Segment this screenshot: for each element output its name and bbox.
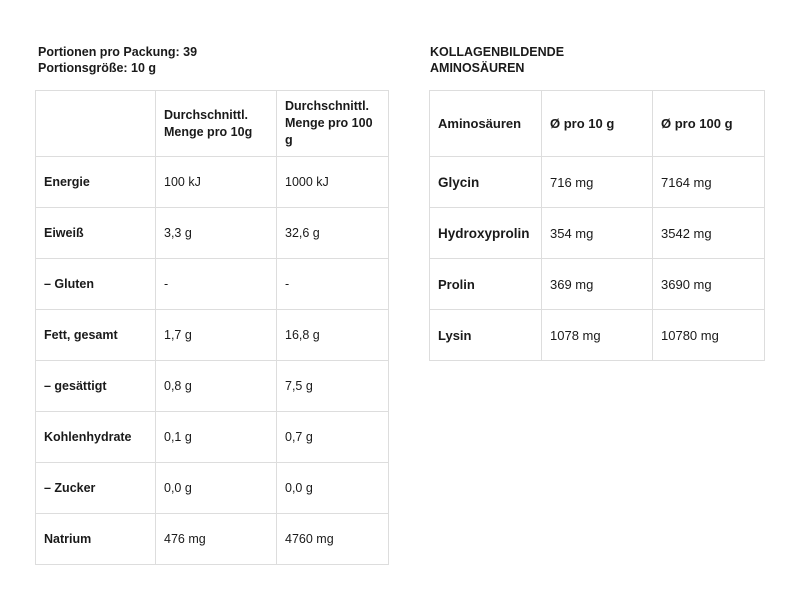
table-row: [36, 259, 389, 310]
nutrient-label: Eiweiß: [36, 208, 156, 259]
table-row: [36, 463, 389, 514]
nutrient-label: Kohlenhydrate: [36, 412, 156, 463]
amino-heading-line1: KOLLAGENBILDENDE: [430, 45, 565, 59]
nutrient-label: – Gluten: [36, 259, 156, 310]
amino-header-name: Aminosäuren: [430, 91, 542, 157]
nutrient-per10: 476 mg: [156, 514, 277, 565]
nutrient-per100: 4760 mg: [277, 514, 389, 565]
amino-per10: 1078 mg: [542, 310, 653, 361]
nutrient-per100: 7,5 g: [277, 361, 389, 412]
table-row: [36, 310, 389, 361]
nutrient-per100: 0,0 g: [277, 463, 389, 514]
table-row: [36, 412, 389, 463]
table-row: [36, 361, 389, 412]
amino-header-per10: Ø pro 10 g: [542, 91, 653, 157]
table-row: [430, 208, 765, 259]
nutrient-per100: 32,6 g: [277, 208, 389, 259]
amino-per100: 7164 mg: [653, 157, 765, 208]
amino-per10: 369 mg: [542, 259, 653, 310]
amino-acid-table: [429, 90, 765, 361]
nutrient-per10: -: [156, 259, 277, 310]
nutrient-per10: 100 kJ: [156, 157, 277, 208]
amino-header-row: [430, 91, 765, 157]
amino-per100: 3690 mg: [653, 259, 765, 310]
amino-per100: 10780 mg: [653, 310, 765, 361]
nutrient-label: Fett, gesamt: [36, 310, 156, 361]
nutrient-per10: 3,3 g: [156, 208, 277, 259]
nutrition-table: [35, 90, 389, 565]
amino-heading: [430, 44, 564, 76]
nutrient-per10: 0,1 g: [156, 412, 277, 463]
serving-size: Portionsgröße: 10 g: [38, 61, 157, 75]
table-row: [36, 208, 389, 259]
nutrient-label: Energie: [36, 157, 156, 208]
amino-label: Lysin: [430, 310, 542, 361]
amino-per100: 3542 mg: [653, 208, 765, 259]
nutrient-per100: -: [277, 259, 389, 310]
nutrition-header-per10: Durchschnittl. Menge pro 10g: [156, 91, 277, 157]
servings-per-pack: Portionen pro Packung: 39: [38, 45, 198, 59]
amino-label: Glycin: [430, 157, 542, 208]
nutrition-header-row: [36, 91, 389, 157]
table-row: [36, 157, 389, 208]
table-row: [430, 310, 765, 361]
amino-per10: 354 mg: [542, 208, 653, 259]
table-row: [430, 259, 765, 310]
nutrient-per100: 0,7 g: [277, 412, 389, 463]
nutrient-per10: 1,7 g: [156, 310, 277, 361]
amino-label: Hydroxyprolin: [430, 208, 542, 259]
amino-per10: 716 mg: [542, 157, 653, 208]
nutrient-per10: 0,8 g: [156, 361, 277, 412]
nutrition-header-empty: [36, 91, 156, 157]
table-row: [36, 514, 389, 565]
amino-header-per100: Ø pro 100 g: [653, 91, 765, 157]
amino-heading-line2: AMINOSÄUREN: [430, 61, 525, 75]
nutrition-header-per100: Durchschnittl. Menge pro 100 g: [277, 91, 389, 157]
serving-info: [38, 44, 197, 76]
nutrient-per100: 1000 kJ: [277, 157, 389, 208]
table-row: [430, 157, 765, 208]
nutrient-per100: 16,8 g: [277, 310, 389, 361]
nutrient-label: Natrium: [36, 514, 156, 565]
amino-label: Prolin: [430, 259, 542, 310]
nutrient-per10: 0,0 g: [156, 463, 277, 514]
nutrient-label: – gesättigt: [36, 361, 156, 412]
nutrient-label: – Zucker: [36, 463, 156, 514]
